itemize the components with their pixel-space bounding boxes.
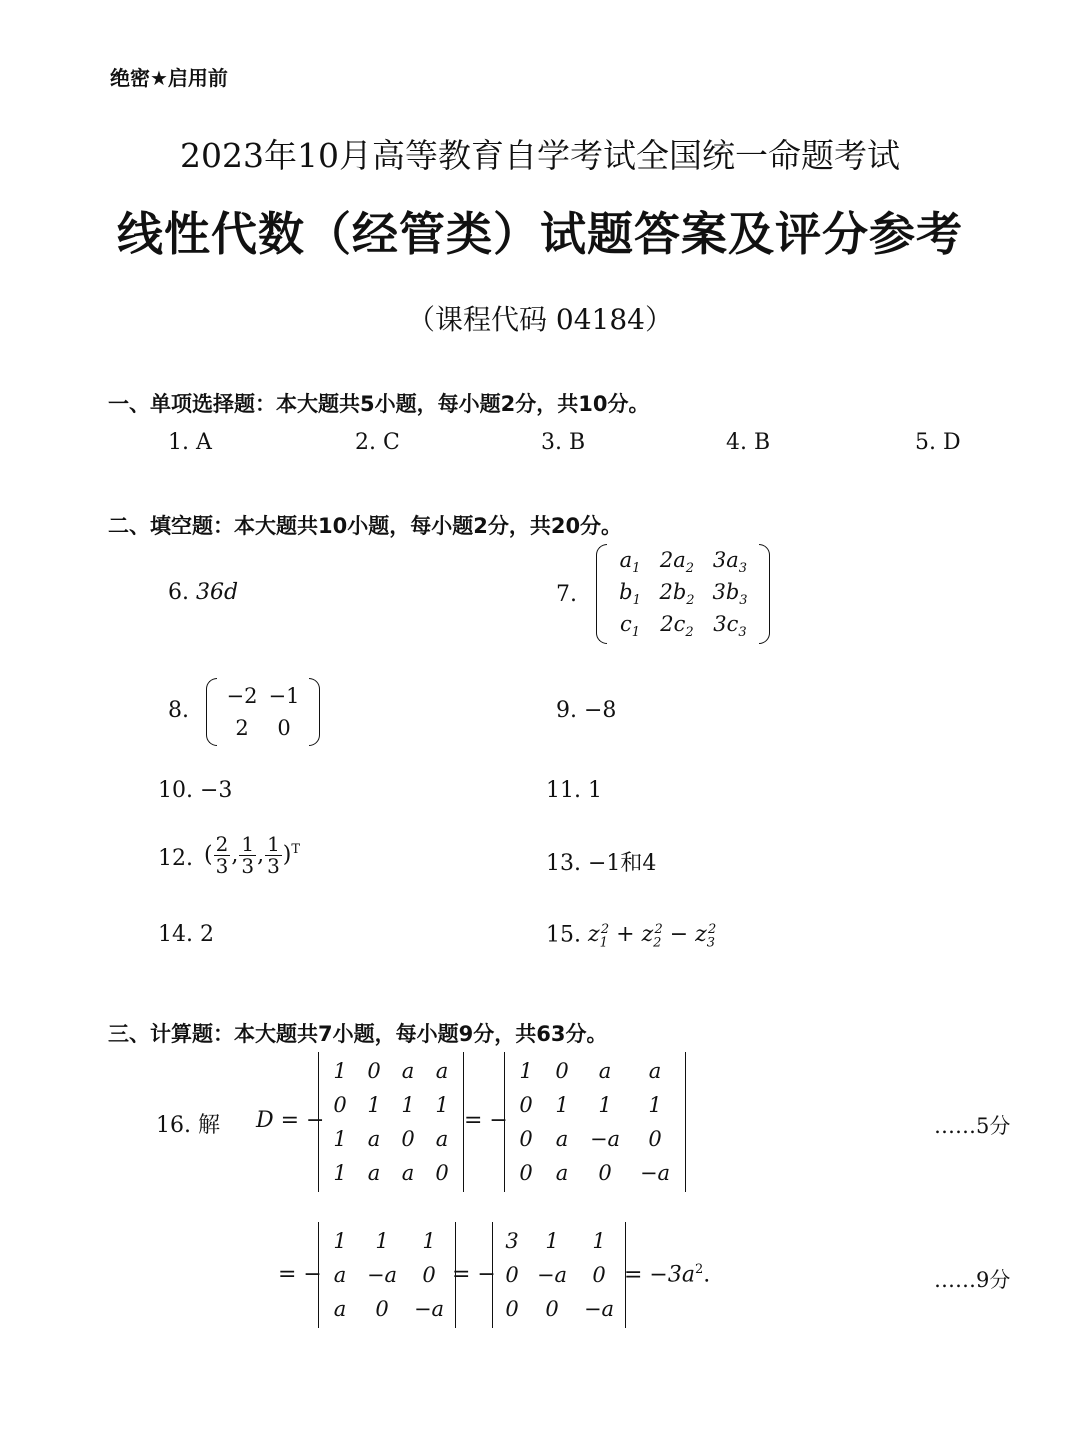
- answer-7-matrix: [596, 544, 770, 644]
- answer-12-label: 12.: [158, 846, 193, 871]
- answer-12-vector: ( $\frac{2}{3}$ , $\frac{1}{3}$ , $\frac{1}{3}$ )$^T$: [204, 832, 301, 878]
- matrix-cell: $a_1$: [619, 547, 641, 577]
- answer-10: 10. −3: [158, 778, 233, 803]
- matrix-cell: −2: [226, 684, 258, 708]
- answer-3: 3. B: [541, 430, 586, 455]
- matrix-cell: $3a_3$: [712, 547, 748, 577]
- final-result: = $-3a^2$.: [624, 1262, 711, 1288]
- answer-13: 13. −1和4: [546, 851, 657, 876]
- answer-5: 5. D: [915, 430, 961, 455]
- determinant-3: 1 1 1 a −a 0 a 0 −a: [318, 1222, 456, 1328]
- score-5: ……5分: [934, 1114, 1011, 1138]
- answer-8-label: 8.: [168, 698, 189, 723]
- equals-neg-2: = −: [278, 1262, 322, 1287]
- answer-9: 9. −8: [556, 698, 617, 723]
- answer-15: 15. $z_1^2 + z_2^2 - z_3^2$: [546, 922, 717, 951]
- answer-11: 11. 1: [546, 778, 602, 803]
- confidential-mark: 绝密★启用前: [110, 66, 228, 90]
- matrix-cell: 0: [277, 716, 291, 740]
- matrix-cell: $b_1$: [619, 579, 641, 609]
- answer-8-matrix: [206, 678, 320, 746]
- matrix-cell: $2c_2$: [660, 611, 694, 641]
- score-9: ……9分: [934, 1268, 1011, 1292]
- determinant-2: 1 0 a a 0 1 1 1 0 a −a 0 0 a 0 −a: [504, 1052, 686, 1192]
- section3-heading: 三、计算题：本大题共7小题，每小题9分，共63分。: [108, 1022, 608, 1046]
- question-16-label: 16. 解: [156, 1113, 221, 1138]
- answer-4: 4. B: [726, 430, 771, 455]
- matrix-cell: $3c_3$: [713, 611, 747, 641]
- fraction: $\frac{1}{3}$: [241, 832, 255, 878]
- exam-title: 2023年10月高等教育自学考试全国统一命题考试: [180, 136, 900, 175]
- fraction: $\frac{2}{3}$: [215, 832, 229, 878]
- matrix-cell: $2a_2$: [659, 547, 695, 577]
- matrix-cell: −1: [268, 684, 300, 708]
- determinant-4: 3 1 1 0 −a 0 0 0 −a: [492, 1222, 626, 1328]
- equals-neg-3: = −: [452, 1262, 496, 1287]
- answer-7-label: 7.: [556, 582, 577, 607]
- matrix-cell: $c_1$: [619, 611, 641, 641]
- document-title: 线性代数（经管类）试题答案及评分参考: [117, 207, 963, 261]
- answer-1: 1. A: [168, 430, 212, 455]
- determinant-1: 1 0 a a 0 1 1 1 1 a 0 a 1 a a 0: [318, 1052, 464, 1192]
- matrix-cell: 2: [235, 716, 249, 740]
- determinant-label: D = −: [256, 1108, 325, 1133]
- fraction: $\frac{1}{3}$: [267, 832, 280, 878]
- answer-14: 14. 2: [158, 922, 214, 947]
- section1-heading: 一、单项选择题：本大题共5小题，每小题2分，共10分。: [108, 392, 650, 416]
- matrix-cell: $3b_3$: [712, 579, 748, 609]
- course-code: （课程代码 04184）: [407, 303, 673, 336]
- answer-2: 2. C: [355, 430, 400, 455]
- matrix-cell: $2b_2$: [659, 579, 695, 609]
- equals-neg: = −: [464, 1108, 508, 1133]
- answer-6: 6. 36d: [168, 580, 239, 605]
- section2-heading: 二、填空题：本大题共10小题，每小题2分，共20分。: [108, 514, 623, 538]
